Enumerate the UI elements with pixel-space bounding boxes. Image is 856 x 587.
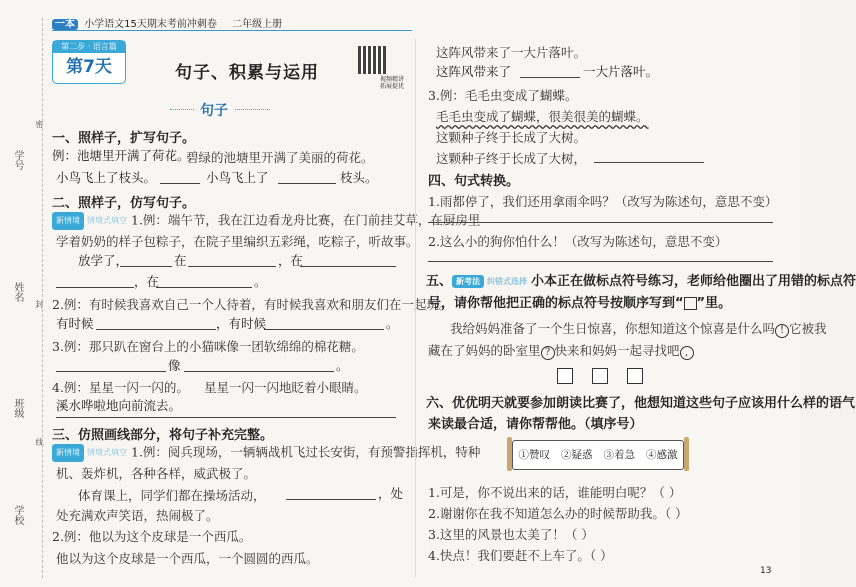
q5-passage-line2: 藏在了妈妈的卧室里 ? 快来和妈妈一起寻找吧 ,	[428, 341, 694, 360]
q4-part1: 1.雨都停了，我们还用拿雨伞吗？（改写为陈述句，意思不变）	[428, 194, 778, 209]
school-label: 学校	[12, 505, 23, 525]
q2-blank-3[interactable]	[300, 266, 396, 267]
q3-part3-example: 3.例：毛毛虫变成了蝴蝶。	[428, 88, 578, 103]
q3-part2-answer: 他以为这个皮球是一个西瓜，一个圆圆的西瓜。	[56, 551, 319, 566]
q2-blank-1[interactable]	[120, 266, 172, 267]
q3-blank-1[interactable]	[286, 499, 376, 500]
q2-p4-blank[interactable]	[56, 417, 396, 418]
q2-part1-line2: 学着奶奶的样子包粽子，在院子里编织五彩绳，吃粽子，听故事。	[56, 234, 419, 249]
q2-p3-blank-2[interactable]	[184, 371, 334, 372]
tone-options-scroll	[512, 440, 684, 470]
q3-part3-question: 这颗种子终于长成了大树。	[436, 130, 587, 145]
day-badge	[52, 40, 126, 84]
stage-label: 第二步 · 语言篇	[53, 41, 125, 53]
q3-title: 三、仿照画线部分，将句子补充完整。	[52, 428, 274, 443]
q6-title-line1: 六、优优明天就要参加朗读比赛了，他想知道这些句子应该用什么样的语气	[426, 396, 856, 411]
student-id-label: 学号	[12, 150, 23, 170]
option-praise: ①赞叹	[518, 449, 550, 461]
q2-blank-2[interactable]	[188, 266, 276, 267]
qr-caption: 视频精讲 拓展提优	[380, 76, 405, 90]
q2-part1-line1: 新情境 情境式填空 1.例：端午节，我在江边看龙舟比赛，在门前挂艾草，在厨房里	[52, 212, 480, 230]
q2-part3-example: 3.例：那只趴在窗台上的小猫咪像一团软绵绵的棉花糖。	[52, 339, 364, 354]
page-title: 句子、积累与运用	[175, 63, 319, 83]
q1-example: 例：池塘里开满了荷花。	[52, 148, 190, 163]
circled-mark-3: ,	[680, 346, 694, 360]
q2-title: 二、照样子，仿写句子。	[52, 196, 196, 211]
q1-title: 一、照样子，扩写句子。	[52, 131, 196, 146]
header	[52, 15, 282, 30]
class-label: 班级	[12, 398, 23, 418]
q3-part3-lead: 这颗种子终于长成了大树，	[436, 151, 587, 166]
q1-end: 枝头。	[340, 170, 378, 185]
q1-question: 小鸟飞上了枝头。	[56, 170, 157, 185]
scroll-right-rod	[684, 437, 689, 471]
q2-p2-blank-1[interactable]	[96, 329, 216, 330]
q2-part4-answer: 星星一闪一闪地眨着小眼睛。	[204, 380, 367, 395]
page-number: 13	[760, 566, 772, 576]
q4-part2: 2.这么小的狗你怕什么！（改写为陈述句，意思不变）	[428, 234, 728, 249]
seal-mark-2: 封	[35, 300, 44, 308]
q5-passage-line1: 我给妈妈准备了一个生日惊喜，你想知道这个惊喜是什么吗 ! 它被我	[450, 321, 827, 336]
answer-box-3[interactable]	[627, 368, 643, 384]
q2-part4-example: 4.例：星星一闪一闪的。	[52, 380, 189, 395]
q4-title: 四、句式转换。	[428, 174, 520, 189]
series-badge: 一本	[52, 19, 78, 30]
q3-example-line2: 机、轰炸机，各种各样，威武极了。	[56, 466, 257, 481]
answer-box-2[interactable]	[592, 368, 608, 384]
q2-part2-example: 2.例：有时候我喜欢自己一个人待着，有时候我喜欢和朋友们在一起玩。	[52, 297, 452, 312]
q6-item-4: 4.快点！我们要赶不上车了。（ ）	[428, 548, 613, 563]
q2-p2-blank-2[interactable]	[264, 329, 384, 330]
grade-label: 二年级上册	[232, 19, 283, 30]
q3-question-line2: 处充满欢声笑语，热闹极了。	[56, 508, 219, 523]
option-grateful: ④感激	[646, 449, 678, 461]
q1-blank-2[interactable]	[278, 183, 336, 184]
new-situation-tag: 新情境	[52, 212, 84, 230]
circled-mark-1: !	[775, 324, 789, 338]
q3-p2-blank[interactable]	[520, 77, 580, 78]
q5-title-line1: 五、 新考法 纠错式选择 小本正在做标点符号练习，老师给他圈出了用错的标点符	[426, 274, 856, 289]
q2-part4-question: 溪水哗啦地向前流去。	[56, 398, 182, 413]
section-title: 句子	[194, 100, 234, 120]
q2-blank-4a[interactable]	[56, 287, 134, 288]
worksheet-page: 学号 姓名 班级 学校 密 封 线 一本 小学语文15天期末考前冲刺卷 二年级上册 第二步 · 语言篇 第7天 句子、积累与运用 视频精讲 拓展提优 句子 一、照样子，扩写句子。 例：池塘里开满了荷花。 碧绿的池塘里开满了美丽的荷花。 小鸟飞上了枝头。 小鸟飞上了 枝头。 二、照样子，仿写句子。 新情境 情境式填空 1.例：端午节，我在江边看龙舟比赛，在门前挂艾草，在厨房里 学着奶奶的样子包粽子，在院子里编织五彩绳，吃粽子，听故事。 放学了， 在 ，在 ，在 。 2.例：有时候我喜欢自己一个人待着，有时候我喜欢和朋友们在一起玩。 有时候 ，有时候 。 3.例：那只趴在窗台上的小猫咪像一团软绵绵的棉花糖。 像 。 4.例：星星一闪一闪的。 星星一闪一闪地眨着小眼睛。 溪水哗啦地向前流去。 三、仿照画线部分，将句子补充完整。 新情境 情境式填空 1.例：阅兵现场，一辆辆战机飞过长安街，有预警指挥机，特种 机、轰炸机，各种各样，威武极了。 体育课上，同学们都在操场活动， ，处 处充满欢声笑语，热闹极了。 2.例：他以为这个皮球是一个西瓜。 他以为这个皮球是一个西瓜，一个圆圆的西瓜。 这阵风带来了一大片落叶。 这阵风带来了 一大片落叶。 3.例：毛毛虫变成了蝴蝶。 毛毛虫变成了蝴蝶，很美很美的蝴蝶。 这颗种子终于长成了大树。 这颗种子终于长成了大树， 四、句式转换。 1.雨都停了，我们还用拿雨伞吗？（改写为陈述句，意思不变） 2.这么小的狗你怕什么！（改写为陈述句，意思不变） 五、 新考法 纠错式选择 小本正在做标点符号练习，老师给他圈出了用错的标点符 号，请你帮他把正确的标点符号按顺序写到“ ”里。 我给妈妈准备了一个生日惊喜，你想知道这个惊喜是什么吗 ! 它被我 藏在了妈妈的卧室里 ? 快来和妈妈一起寻找吧 , 六、优优明天就要参加朗读比赛了，他想知道这些句子应该用什么样的语气 来读最合适，请你帮帮他。（填序号） ①赞叹 ②疑惑 ③着急 ④感激 1.可是，你不说出来的话，谁能明白呢？（ ） 2.谢谢你在我不知道怎么办的时候帮助我。（ ） 3.这里的风景也太美了！（ ） 4.快点！我们要赶不上车了。（ ） 13	[0, 0, 800, 587]
box-icon	[684, 297, 697, 310]
q1-mid: 小鸟飞上了	[206, 170, 269, 185]
q1-blank-1[interactable]	[160, 183, 200, 184]
q3-question: 体育课上，同学们都在操场活动，	[78, 488, 266, 503]
column-divider	[415, 38, 416, 578]
q3-example-line1: 新情境 情境式填空 1.例：阅兵现场，一辆辆战机飞过长安街，有预警指挥机，特种	[52, 444, 480, 462]
binding-line	[42, 18, 43, 578]
option-doubt: ②疑惑	[561, 449, 593, 461]
scroll-left-rod	[507, 437, 512, 471]
seal-mark-1: 密	[35, 120, 44, 128]
q6-item-2: 2.谢谢你在我不知道怎么办的时候帮助我。（ ）	[428, 506, 688, 521]
day-label: 第7天	[66, 57, 112, 77]
q6-title-line2: 来读最合适，请你帮帮他。（填序号）	[428, 417, 643, 432]
option-anxious: ③着急	[603, 449, 635, 461]
circled-mark-2: ?	[541, 346, 555, 360]
q1-example-answer: 碧绿的池塘里开满了美丽的荷花。	[186, 150, 374, 165]
q2-part1-question: 放学了，	[78, 253, 129, 268]
q6-item-1: 1.可是，你不说出来的话，谁能明白呢？（ ）	[428, 485, 682, 500]
q4-blank-1[interactable]	[428, 222, 773, 223]
q3-p2-example-b: 这阵风带来了一大片落叶。	[436, 45, 587, 60]
q5-title-line2: 号，请你帮他把正确的标点符号按顺序写到“ ”里。	[428, 296, 732, 311]
qr-code-icon[interactable]	[358, 46, 386, 74]
q3-part2-example: 2.例：他以为这个皮球是一个西瓜。	[52, 529, 252, 544]
q2-blank-4[interactable]	[156, 287, 252, 288]
section-banner	[170, 100, 270, 120]
answer-box-1[interactable]	[557, 368, 573, 384]
q3-p3-blank[interactable]	[594, 162, 704, 163]
series-title: 小学语文15天期末考前冲刺卷	[84, 19, 217, 30]
q6-item-3: 3.这里的风景也太美了！（ ）	[428, 527, 594, 542]
q2-p3-blank-1[interactable]	[56, 371, 166, 372]
student-name-label: 姓名	[12, 282, 23, 302]
q4-blank-2[interactable]	[428, 261, 773, 262]
header-rule	[52, 30, 412, 31]
q3-part3-answer: 毛毛虫变成了蝴蝶，很美很美的蝴蝶。	[436, 109, 649, 124]
seal-mark-3: 线	[35, 438, 44, 446]
